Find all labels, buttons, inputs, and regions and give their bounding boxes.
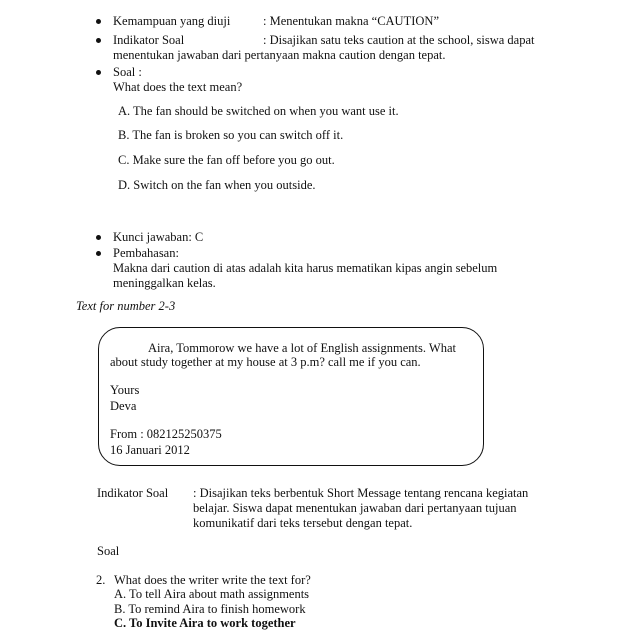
option-c: C. Make sure the fan off before you go out.	[118, 153, 335, 167]
question-2-option-b: B. To remind Aira to finish homework	[114, 602, 306, 616]
indikator-soal-2-label: Indikator Soal	[97, 486, 169, 500]
sms-date: 16 Januari 2012	[110, 443, 190, 457]
question-text: What does the text mean?	[113, 80, 243, 94]
bullet	[96, 251, 101, 256]
kunci-jawaban: Kunci jawaban: C	[113, 230, 204, 244]
kemampuan-label: Kemampuan yang diuji	[113, 14, 231, 28]
sms-from: From : 082125250375	[110, 427, 222, 441]
kemampuan-value: : Menentukan makna “CAUTION”	[263, 14, 439, 28]
sms-sender: Deva	[110, 399, 137, 413]
sms-line-2: about study together at my house at 3 p.m? call me if you can.	[110, 355, 421, 369]
soal-label: Soal :	[113, 65, 142, 79]
question-2-option-c: C. To Invite Aira to work together	[114, 616, 296, 630]
indikator-label: Indikator Soal	[113, 33, 185, 47]
option-b: B. The fan is broken so you can switch off it.	[118, 128, 344, 142]
sms-line-1: Aira, Tommorow we have a lot of English assignments. What	[148, 341, 456, 355]
bullet	[96, 70, 101, 75]
bullet	[96, 235, 101, 240]
question-2-number: 2.	[96, 573, 106, 587]
sms-closing: Yours	[110, 383, 140, 397]
pembahasan-line-2: meninggalkan kelas.	[113, 276, 216, 290]
option-a: A. The fan should be switched on when you want use it.	[118, 104, 399, 118]
question-2-text: What does the writer write the text for?	[114, 573, 311, 587]
indikator-value: : Disajikan satu teks caution at the school, siswa dapat	[263, 33, 535, 47]
indikator-soal-2-line-1: : Disajikan teks berbentuk Short Message tentang rencana kegiatan	[193, 486, 529, 500]
pembahasan-label: Pembahasan:	[113, 246, 179, 260]
indikator-soal-2-line-3: komunikatif dari teks tersebut dengan tepat.	[193, 516, 413, 530]
indikator-soal-2-line-2: belajar. Siswa dapat menentukan jawaban dari pertanyaan tujuan	[193, 501, 517, 515]
question-2-option-a: A. To tell Aira about math assignments	[114, 587, 310, 601]
text-heading: Text for number 2-3	[76, 299, 176, 313]
bullet	[96, 19, 101, 24]
indikator-continuation: menentukan jawaban dari pertanyaan makna caution dengan tepat.	[113, 48, 446, 62]
bullet	[96, 38, 101, 43]
option-d: D. Switch on the fan when you outside.	[118, 178, 316, 192]
pembahasan-line-1: Makna dari caution di atas adalah kita harus mematikan kipas angin sebelum	[113, 261, 498, 275]
soal-2-label: Soal	[97, 544, 120, 558]
